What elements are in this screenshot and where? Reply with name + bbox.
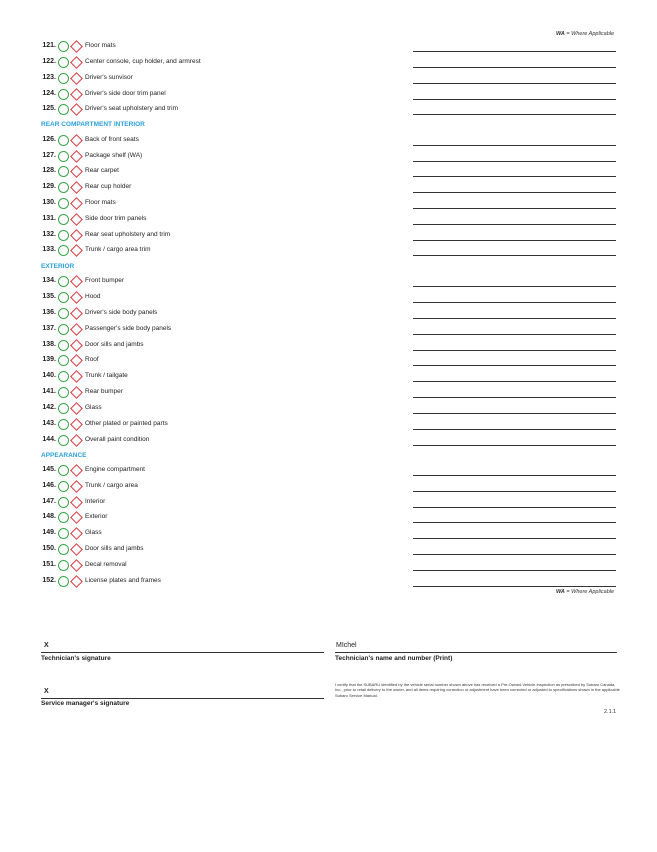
comment-line[interactable] [413,224,616,225]
checklist-item [41,56,281,70]
manager-signature-x: X [44,688,49,695]
checklist-item [41,370,281,384]
fail-diamond-checkbox[interactable] [70,496,83,509]
item-number: 136. [42,309,56,316]
item-label: Trunk / tailgate [85,372,128,379]
item-number: 144. [42,436,56,443]
comment-line[interactable] [413,538,616,539]
item-number: 151. [42,561,56,568]
checklist-item [41,480,281,494]
item-number: 149. [42,529,56,536]
item-label: Glass [85,404,102,411]
item-number: 135. [42,293,56,300]
fail-diamond-checkbox[interactable] [70,88,83,101]
pass-circle-checkbox[interactable] [58,576,69,587]
fail-diamond-checkbox[interactable] [70,480,83,493]
pass-circle-checkbox[interactable] [58,73,69,84]
where-applicable-legend-bottom [556,589,614,595]
checklist-item [41,339,281,353]
item-label: Overall paint condition [85,436,150,443]
comment-line[interactable] [413,161,616,162]
item-number: 146. [42,482,56,489]
section-heading: APPEARANCE [41,452,87,459]
checklist-item [41,496,281,510]
comment-line[interactable] [413,381,616,382]
pass-circle-checkbox[interactable] [58,560,69,571]
checklist-item [41,402,281,416]
pass-circle-checkbox[interactable] [58,276,69,287]
item-label: Rear cup holder [85,183,132,190]
pass-circle-checkbox[interactable] [58,214,69,225]
comment-line[interactable] [413,350,616,351]
pass-circle-checkbox[interactable] [58,324,69,335]
item-label: Exterior [85,513,108,520]
checklist-item [41,213,281,227]
fail-diamond-checkbox[interactable] [70,402,83,415]
wa-abbr: WA [556,589,565,595]
checklist-item [41,418,281,432]
pass-circle-checkbox[interactable] [58,419,69,430]
technician-signature-x: X [44,642,49,649]
fail-diamond-checkbox[interactable] [70,40,83,53]
comment-line[interactable] [413,365,616,366]
section-heading: REAR COMPARTMENT INTERIOR [41,121,145,128]
item-label: Floor mats [85,199,116,206]
item-number: 134. [42,277,56,284]
checklist-item [41,72,281,86]
item-number: 139. [42,356,56,363]
technician-name-label: Technician's name and number (Print) [335,655,453,662]
checklist-item [41,103,281,117]
pass-circle-checkbox[interactable] [58,371,69,382]
fail-diamond-checkbox[interactable] [70,543,83,556]
checklist-item [41,229,281,243]
checklist-item [41,291,281,305]
item-label: Rear bumper [85,388,123,395]
comment-line[interactable] [413,507,616,508]
item-label: Floor mats [85,42,116,49]
fail-diamond-checkbox[interactable] [70,354,83,367]
pass-circle-checkbox[interactable] [58,198,69,209]
manager-signature-label: Service manager's signature [41,700,130,707]
comment-line[interactable] [413,570,616,571]
item-number: 141. [42,388,56,395]
checklist-item [41,244,281,258]
comment-line[interactable] [413,67,616,68]
fail-diamond-checkbox[interactable] [70,275,83,288]
item-number: 133. [42,246,56,253]
pass-circle-checkbox[interactable] [58,435,69,446]
comment-line[interactable] [413,145,616,146]
comment-line[interactable] [413,429,616,430]
pass-circle-checkbox[interactable] [58,151,69,162]
checklist-item [41,434,281,448]
pass-circle-checkbox[interactable] [58,497,69,508]
checklist-item [41,527,281,541]
fail-diamond-checkbox[interactable] [70,291,83,304]
item-number: 128. [42,167,56,174]
fail-diamond-checkbox[interactable] [70,197,83,210]
pass-circle-checkbox[interactable] [58,308,69,319]
item-label: Interior [85,498,106,505]
checklist-item [41,559,281,573]
pass-circle-checkbox[interactable] [58,166,69,177]
comment-line[interactable] [413,445,616,446]
pass-circle-checkbox[interactable] [58,481,69,492]
checklist-item [41,307,281,321]
fail-diamond-checkbox[interactable] [70,244,83,257]
item-number: 152. [42,577,56,584]
item-label: Package shelf (WA) [85,152,143,159]
form-version: 2.1.1 [604,709,617,715]
certification-statement: I certify that the SUBARU identified by the vehicle serial number shown above has received a Pre-Owned Vehicle Inspection as prescribed by Subaru Canada, Inc., prior to retail delivery to the owner, and all items requiring correction or adjustment have been corrected or adjusted to specifications shown in the applicable Subaru Service Manual. [335,682,620,698]
checklist-item [41,134,281,148]
fail-diamond-checkbox[interactable] [70,134,83,147]
comment-line[interactable] [413,208,616,209]
item-number: 147. [42,498,56,505]
checklist-item [41,181,281,195]
comment-line[interactable] [413,491,616,492]
item-label: Passenger's side body panels [85,325,172,332]
fail-diamond-checkbox[interactable] [70,370,83,383]
item-label: Center console, cup holder, and armrest [85,58,201,65]
comment-line[interactable] [413,554,616,555]
item-number: 138. [42,341,56,348]
technician-name-field[interactable] [335,652,617,653]
fail-diamond-checkbox[interactable] [70,323,83,336]
item-label: Glass [85,529,102,536]
comment-line[interactable] [413,83,616,84]
comment-line[interactable] [413,286,616,287]
pass-circle-checkbox[interactable] [58,41,69,52]
item-label: Door sills and jambs [85,545,144,552]
pass-circle-checkbox[interactable] [58,512,69,523]
checklist-item [41,323,281,337]
comment-line[interactable] [413,522,616,523]
item-label: Driver's seat upholstery and trim [85,105,178,112]
fail-diamond-checkbox[interactable] [70,575,83,588]
technician-signature-field[interactable] [41,652,324,653]
checklist-item [41,354,281,368]
fail-diamond-checkbox[interactable] [70,72,83,85]
checklist-item [41,464,281,478]
item-number: 122. [42,58,56,65]
comment-line[interactable] [413,586,616,587]
item-label: Trunk / cargo area [85,482,138,489]
comment-line[interactable] [413,255,616,256]
fail-diamond-checkbox[interactable] [70,339,83,352]
item-label: Driver's side body panels [85,309,158,316]
comment-line[interactable] [413,318,616,319]
comment-line[interactable] [413,475,616,476]
item-label: Side door trim panels [85,215,147,222]
item-label: Rear carpet [85,167,119,174]
manager-signature-field[interactable] [41,698,324,699]
pass-circle-checkbox[interactable] [58,230,69,241]
item-label: Back of front seats [85,136,139,143]
pass-circle-checkbox[interactable] [58,182,69,193]
fail-diamond-checkbox[interactable] [70,229,83,242]
fail-diamond-checkbox[interactable] [70,418,83,431]
technician-signature-label: Technician's signature [41,655,111,662]
item-label: Engine compartment [85,466,145,473]
fail-diamond-checkbox[interactable] [70,464,83,477]
pass-circle-checkbox[interactable] [58,403,69,414]
item-label: Door sills and jambs [85,341,144,348]
item-label: Decal removal [85,561,127,568]
fail-diamond-checkbox[interactable] [70,56,83,69]
item-number: 145. [42,466,56,473]
item-number: 130. [42,199,56,206]
comment-line[interactable] [413,334,616,335]
comment-line[interactable] [413,397,616,398]
where-applicable-legend-top [556,31,614,37]
pass-circle-checkbox[interactable] [58,528,69,539]
item-label: Trunk / cargo area trim [85,246,151,253]
pass-circle-checkbox[interactable] [58,292,69,303]
pass-circle-checkbox[interactable] [58,465,69,476]
checklist-item [41,88,281,102]
fail-diamond-checkbox[interactable] [70,307,83,320]
pass-circle-checkbox[interactable] [58,57,69,68]
item-number: 137. [42,325,56,332]
fail-diamond-checkbox[interactable] [70,559,83,572]
item-number: 142. [42,404,56,411]
fail-diamond-checkbox[interactable] [70,213,83,226]
checklist-item [41,543,281,557]
item-label: Hood [85,293,101,300]
wa-abbr: WA [556,31,565,37]
comment-line[interactable] [413,99,616,100]
checklist-item [41,165,281,179]
checklist-item [41,150,281,164]
checklist-item [41,511,281,525]
pass-circle-checkbox[interactable] [58,340,69,351]
fail-diamond-checkbox[interactable] [70,150,83,163]
item-number: 132. [42,231,56,238]
item-number: 123. [42,74,56,81]
pass-circle-checkbox[interactable] [58,89,69,100]
fail-diamond-checkbox[interactable] [70,181,83,194]
checklist-item [41,197,281,211]
item-number: 127. [42,152,56,159]
item-number: 131. [42,215,56,222]
item-label: Driver's side door trim panel [85,90,166,97]
comment-line[interactable] [413,413,616,414]
pass-circle-checkbox[interactable] [58,245,69,256]
fail-diamond-checkbox[interactable] [70,434,83,447]
item-number: 121. [42,42,56,49]
comment-line[interactable] [413,114,616,115]
fail-diamond-checkbox[interactable] [70,103,83,116]
wa-text: = Where Applicable [566,31,615,37]
wa-text: = Where Applicable [566,589,615,595]
item-label: Other plated or painted parts [85,420,168,427]
item-label: Front bumper [85,277,125,284]
fail-diamond-checkbox[interactable] [70,511,83,524]
pass-circle-checkbox[interactable] [58,544,69,555]
item-number: 126. [42,136,56,143]
comment-line[interactable] [413,302,616,303]
pass-circle-checkbox[interactable] [58,104,69,115]
item-number: 143. [42,420,56,427]
item-number: 140. [42,372,56,379]
fail-diamond-checkbox[interactable] [70,165,83,178]
fail-diamond-checkbox[interactable] [70,386,83,399]
comment-line[interactable] [413,176,616,177]
item-number: 129. [42,183,56,190]
item-label: Roof [85,356,99,363]
item-label: Rear seat upholstery and trim [85,231,171,238]
checklist-item [41,40,281,54]
item-number: 125. [42,105,56,112]
section-heading: EXTERIOR [41,263,75,270]
item-label: License plates and frames [85,577,161,584]
pass-circle-checkbox[interactable] [58,135,69,146]
fail-diamond-checkbox[interactable] [70,527,83,540]
pass-circle-checkbox[interactable] [58,355,69,366]
item-label: Driver's sunvisor [85,74,133,81]
item-number: 148. [42,513,56,520]
comment-line[interactable] [413,240,616,241]
technician-name-value: MIchel [336,642,357,649]
checklist-item [41,386,281,400]
item-number: 124. [42,90,56,97]
checklist-item [41,275,281,289]
item-number: 150. [42,545,56,552]
comment-line[interactable] [413,51,616,52]
pass-circle-checkbox[interactable] [58,387,69,398]
checklist-item [41,575,281,589]
comment-line[interactable] [413,192,616,193]
